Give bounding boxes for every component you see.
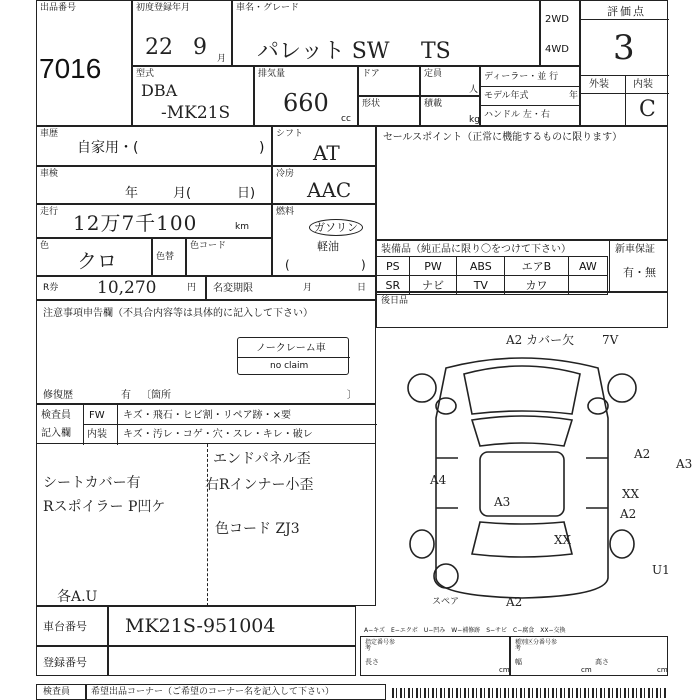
drive-4wd: 4WD: [545, 44, 569, 55]
int-label: 内装: [633, 79, 653, 90]
reg-label: 登録番号: [43, 656, 87, 669]
equipment-cell: TV: [457, 276, 505, 295]
int-score-value: C: [639, 97, 656, 122]
diag-xx1: XX: [622, 487, 640, 501]
inspector-label2: 記入欄: [41, 428, 71, 439]
equipment-cell: PS: [377, 257, 410, 276]
shift-box: [272, 126, 376, 166]
warranty-value: 有・無: [623, 266, 656, 279]
footer-inspector: 検査員: [43, 687, 71, 697]
shape-box: [358, 96, 420, 126]
diag-right2: A3: [676, 457, 693, 471]
fuel-diesel: 軽油: [317, 240, 339, 253]
cooler-value: AAC: [307, 178, 352, 202]
color-box: [36, 238, 152, 276]
len-unit: cm: [499, 666, 510, 674]
equipment-cell: ナビ: [409, 276, 457, 295]
model-value: -MK21S: [161, 103, 231, 123]
model-box: [132, 66, 254, 126]
repair-label: 修復歴: [43, 390, 73, 401]
lot-label: 出品番号: [40, 3, 77, 13]
barcode: [392, 688, 668, 698]
remark-bottom: 各A.U: [57, 589, 98, 605]
remark-right-line: 右Rインナー小歪: [205, 477, 314, 493]
equipment-cell: PW: [409, 257, 457, 276]
remark-line: Rスポイラー P凹ケ: [43, 499, 166, 515]
name-change-month: 月: [303, 283, 313, 293]
inspection-day-unit: 日): [237, 186, 256, 201]
mileage-unit: km: [235, 222, 249, 232]
recycle-box: [36, 276, 206, 300]
equipment-cell: ABS: [457, 257, 505, 276]
door-label: ドア: [362, 69, 380, 79]
noclaim-box: [237, 337, 349, 375]
fuel-label: 燃料: [276, 207, 295, 217]
fuel-paren-close: ): [361, 258, 366, 272]
shift-value: AT: [313, 141, 340, 165]
equipment-cell: AW: [568, 257, 607, 276]
repair-place: 〔箇所: [141, 390, 171, 401]
diag-a2b: A2: [620, 507, 637, 521]
remark-right-line: エンドパネル歪: [213, 451, 311, 467]
remark-right-line: 色コード ZJ3: [215, 521, 300, 537]
mileage-label: 走行: [40, 207, 59, 217]
color-change-label: 色替: [156, 252, 175, 262]
first-reg-label: 初度登録年月: [136, 3, 191, 13]
model-year-unit: 年: [569, 91, 579, 101]
diag-mid: A3: [494, 495, 511, 509]
shape-label: 形状: [362, 99, 381, 109]
fuel-gasoline: ガソリン: [309, 219, 363, 236]
door-box: [358, 66, 420, 96]
cooler-box: [272, 166, 376, 204]
fw-items: キズ・飛石・ヒビ割・リペア跡・×要: [123, 410, 291, 421]
diag-top2: 7V: [602, 333, 619, 347]
drive-2wd: 2WD: [545, 14, 569, 25]
wid-label: 幅: [515, 658, 522, 666]
footer-inspector-box: [36, 684, 86, 700]
recycle-value: 10,270: [97, 278, 157, 298]
shift-label: シフト: [276, 129, 304, 139]
load-unit: kg: [469, 115, 480, 125]
wid-unit: cm: [581, 666, 592, 674]
equipment-table: [376, 256, 608, 295]
inspection-month-unit: 月(: [173, 186, 192, 201]
color-label: 色: [40, 241, 50, 251]
warranty-label: 新車保証: [615, 244, 655, 255]
score-label: 評価点: [607, 5, 646, 18]
model-prefix: DBA: [141, 81, 178, 100]
car-name-label: 車名・グレード: [236, 3, 300, 13]
first-reg-year: 22: [145, 35, 173, 60]
color-value: クロ: [77, 249, 117, 273]
capacity-unit: 人: [469, 85, 479, 95]
equipment-cell: エアB: [505, 257, 569, 276]
first-reg-box: [132, 0, 232, 66]
car-grade-value: TS: [421, 39, 451, 64]
after-fit-box: [376, 292, 668, 328]
history-box: [36, 126, 272, 166]
name-change-label: 名変期限: [213, 283, 253, 294]
inspector-box: [36, 404, 376, 444]
noclaim-jp: ノークレーム車: [256, 343, 326, 354]
displacement-unit: cc: [341, 114, 351, 124]
auction-sheet: [36, 0, 693, 700]
load-box: [420, 96, 480, 126]
equipment-cell: SR: [377, 276, 410, 295]
remarks-box: [36, 444, 376, 606]
model-year-label: モデル年式: [484, 91, 529, 101]
color-code-box: [186, 238, 272, 276]
chassis-label: 車台番号: [43, 620, 87, 633]
reg-value-box: [108, 646, 356, 676]
chassis-label-box: [36, 606, 108, 646]
diag-bottom: A2: [506, 595, 523, 609]
color-change-box: [152, 238, 186, 276]
name-change-day: 日: [357, 283, 367, 293]
fuel-paren-open: (: [285, 258, 290, 272]
fuel-box: [272, 204, 376, 276]
car-name-box: [232, 0, 540, 66]
ext-label: 外装: [589, 79, 609, 90]
displacement-box: [254, 66, 358, 126]
drive-box: [540, 0, 580, 66]
diag-u1: U1: [652, 563, 670, 577]
notes-label: 注意事項申告欄（不具合内容等は具体的に記入して下さい）: [43, 308, 313, 319]
dealer-box: [480, 66, 580, 126]
diag-right1: A2: [634, 447, 651, 461]
first-reg-month: 9: [193, 35, 207, 60]
displacement-label: 排気量: [258, 69, 286, 79]
hgt-unit: cm: [657, 666, 668, 674]
handle-label: ハンドル 左・右: [484, 110, 550, 120]
ref1-box: [360, 636, 510, 676]
ref1-label: 指定番号参考: [365, 639, 396, 652]
int-items-label: 内装: [87, 429, 107, 440]
chassis-value: MK21S-951004: [125, 615, 276, 637]
footer-corner: 希望出品コーナー（ご希望のコーナー名を記入して下さい）: [91, 687, 335, 697]
first-reg-month-unit: 月: [217, 54, 227, 64]
ref2-label: 種別区分番号参考: [515, 639, 558, 652]
load-label: 積載: [424, 99, 443, 109]
repair-value: 有: [121, 390, 131, 401]
legend-text: A−キズ E−エクボ U−凹み W−補修跡 S−サビ C−腐食 XX−交換: [364, 627, 566, 634]
after-fit-label: 後日品: [381, 296, 409, 306]
footer-corner-box: [86, 684, 386, 700]
diag-spare: スペア: [432, 597, 460, 607]
car-damage-diagram: [376, 328, 693, 628]
diag-top: A2 カバー欠: [506, 333, 575, 347]
equipment-label: 装備品（純正品に限り〇をつけて下さい）: [381, 244, 571, 255]
repair-close: 〕: [347, 390, 357, 401]
capacity-label: 定員: [424, 69, 443, 79]
int-items: キズ・汚レ・コゲ・穴・スレ・キレ・破レ: [123, 429, 313, 440]
fw-label: FW: [89, 410, 105, 421]
color-code-label: 色コード: [190, 241, 227, 251]
model-label: 型式: [136, 69, 155, 79]
lot-number: 7016: [39, 53, 102, 84]
displacement-value: 660: [283, 89, 329, 117]
inspection-label: 車検: [40, 169, 59, 179]
equipment-row: [377, 257, 608, 276]
inspector-label: 検査員: [41, 410, 71, 421]
noclaim-en: no claim: [270, 361, 309, 371]
reg-label-box: [36, 646, 108, 676]
cooler-label: 冷房: [276, 169, 295, 179]
lot-box: [36, 0, 132, 126]
inspection-box: [36, 166, 272, 204]
recycle-label: R券: [43, 283, 59, 293]
name-change-box: [206, 276, 376, 300]
hgt-label: 高さ: [595, 658, 609, 666]
diag-left: A4: [430, 473, 447, 487]
history-label: 車歴: [40, 129, 59, 139]
chassis-value-box: [108, 606, 356, 646]
notes-box: [36, 300, 376, 404]
len-label: 長さ: [365, 658, 379, 666]
selling-points-box: [376, 126, 668, 240]
score-box: [580, 0, 668, 126]
ref2-box: [510, 636, 668, 676]
mileage-value: 12万7千100: [73, 211, 198, 235]
history-value: 自家用・(: [77, 140, 139, 156]
history-close: ): [259, 140, 265, 156]
equipment-cell: カワ: [505, 276, 569, 295]
score-value: 3: [613, 28, 635, 68]
remark-line: シートカバー有: [43, 475, 141, 491]
selling-points-label: セールスポイント（正常に機能するものに限ります）: [383, 132, 623, 143]
inspection-year-unit: 年: [125, 186, 139, 201]
mileage-box: [36, 204, 272, 238]
dealer-label: ディーラー・並 行: [484, 72, 559, 82]
diag-xx2: XX: [554, 533, 572, 547]
capacity-box: [420, 66, 480, 96]
car-name-value: パレット SW: [257, 39, 390, 64]
recycle-unit: 円: [187, 283, 197, 293]
